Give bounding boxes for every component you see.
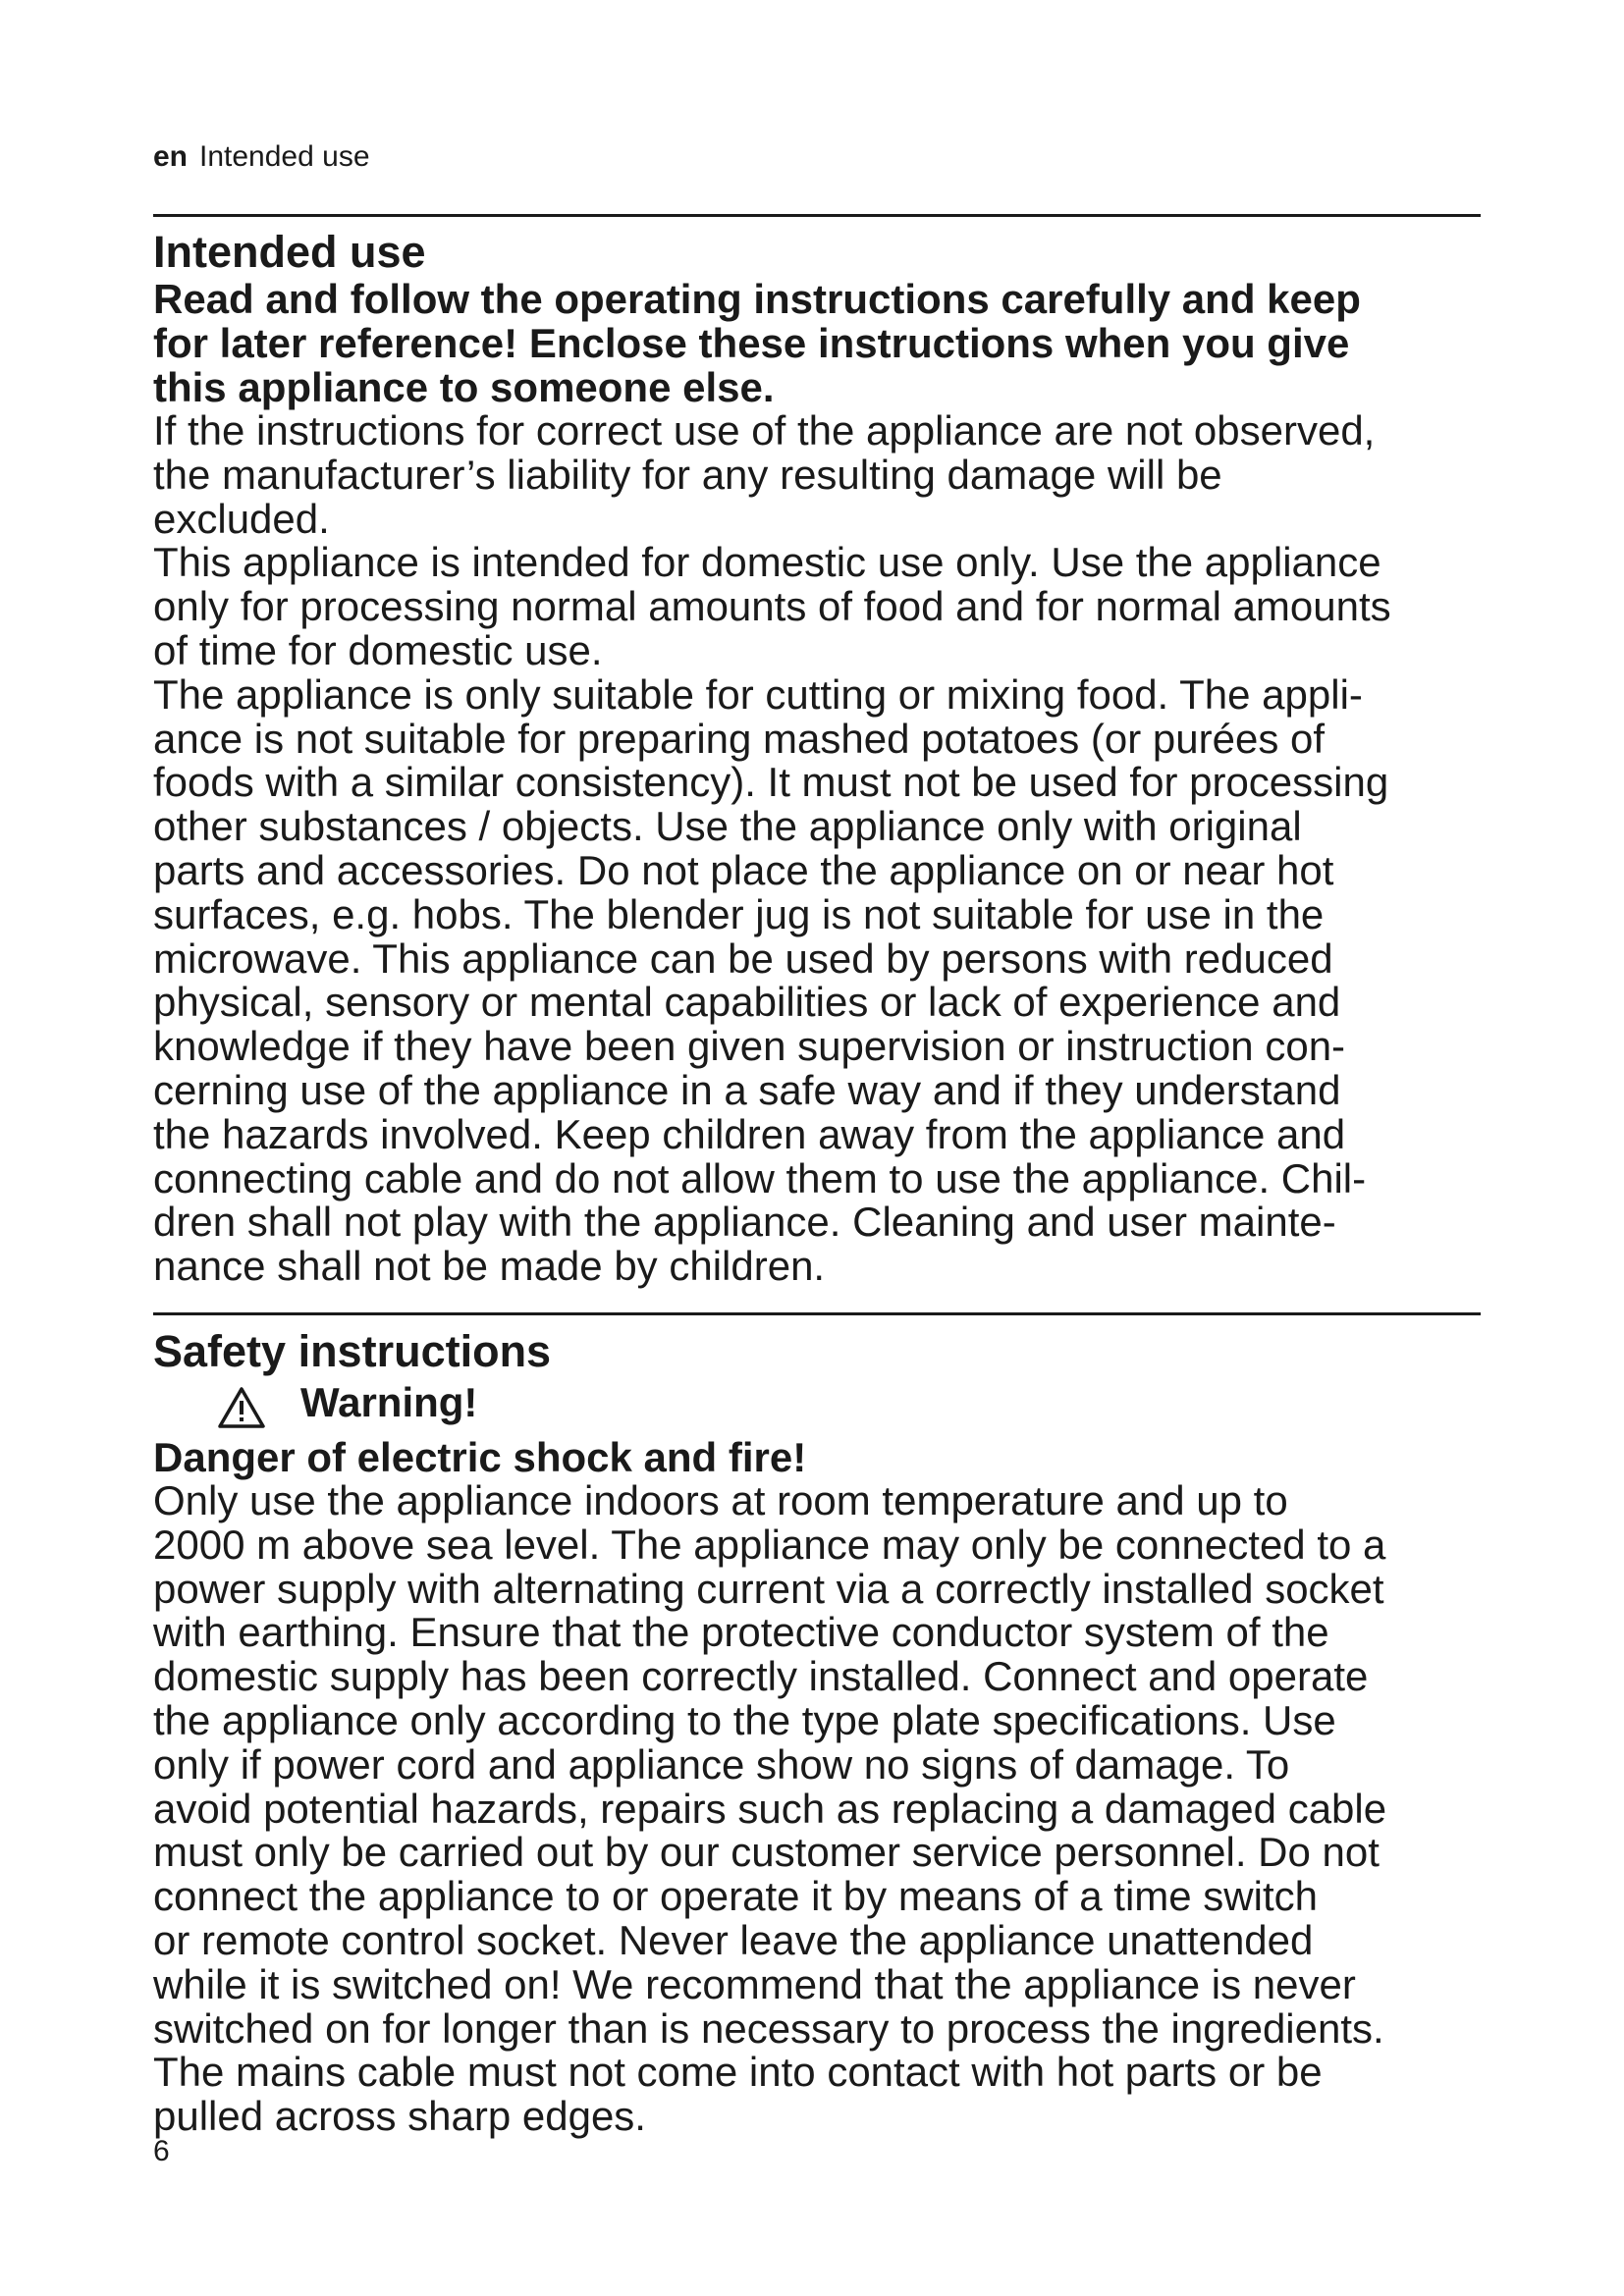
body-line: nance shall not be made by children. — [153, 1243, 826, 1290]
intended-use-bold-intro — [153, 277, 1481, 409]
running-header — [153, 139, 370, 175]
intended-use-body — [153, 409, 1481, 1289]
body-line: with earthing. Ensure that the protective conductor system of the — [153, 1609, 1329, 1656]
body-line: physical, sensory or mental capabilities or lack of experience and — [153, 979, 1341, 1026]
bold-intro-line: Read and follow the operating instructions carefully and keep — [153, 276, 1361, 322]
body-line: pulled across sharp edges. — [153, 2093, 646, 2140]
body-line: surfaces, e.g. hobs. The blender jug is not suitable for use in the — [153, 890, 1325, 937]
language-code: en — [153, 140, 189, 173]
body-line: excluded. — [153, 495, 330, 542]
bold-intro-line: this appliance to someone else. — [153, 364, 775, 410]
body-line: of time for domestic use. — [153, 626, 603, 673]
body-line: 2000 m above sea level. The appliance may only be connected to a — [153, 1521, 1386, 1568]
body-line: If the instructions for correct use of the appliance are not observed, — [153, 407, 1376, 454]
body-line: other substances / objects. Use the appliance only with original — [153, 803, 1302, 850]
body-line: only for processing normal amounts of food and for normal amounts — [153, 583, 1391, 630]
body-line: connecting cable and do not allow them to use the appliance. Chil- — [153, 1154, 1367, 1201]
body-line: parts and accessories. Do not place the appliance on or near hot — [153, 846, 1334, 893]
body-line: while it is switched on! We recommend that the appliance is never — [153, 1960, 1356, 2007]
body-line: microwave. This appliance can be used by persons with reduced — [153, 934, 1333, 982]
body-line: domestic supply has been correctly installed. Connect and operate — [153, 1653, 1369, 1700]
bold-intro-line: for later reference! Enclose these instructions when you give — [153, 320, 1350, 366]
body-line: dren shall not play with the appliance. Cleaning and user mainte- — [153, 1199, 1336, 1246]
running-header-section: Intended use — [199, 140, 370, 173]
danger-heading: Danger of electric shock and fire! — [153, 1434, 807, 1480]
body-line: The appliance is only suitable for cutting or mixing food. The appli- — [153, 670, 1363, 718]
body-line: power supply with alternating current via a correctly installed socket — [153, 1565, 1384, 1612]
body-line: ance is not suitable for preparing mashed potatoes (or purées of — [153, 715, 1326, 762]
body-line: the appliance only according to the type plate specifications. Use — [153, 1696, 1336, 1743]
intended-use-title: Intended use — [153, 227, 426, 277]
body-line: connect the appliance to or operate it by means of a time switch — [153, 1873, 1318, 1920]
section-divider — [153, 1312, 1481, 1315]
body-line: The mains cable must not come into contact with hot parts or be — [153, 2049, 1323, 2096]
body-line: only if power cord and appliance show no signs of damage. To — [153, 1740, 1290, 1788]
body-line: must only be carried out by our customer service personnel. Do not — [153, 1829, 1380, 1876]
warning-callout — [153, 1376, 1481, 1435]
body-line: the hazards involved. Keep children away from the appliance and — [153, 1110, 1346, 1157]
safety-section — [153, 1327, 1481, 2139]
body-line: or remote control socket. Never leave the appliance unattended — [153, 1916, 1314, 1963]
body-line: cerning use of the appliance in a safe way and if they understand — [153, 1066, 1341, 1113]
safety-title: Safety instructions — [153, 1326, 552, 1376]
warning-triangle-icon — [217, 1386, 266, 1429]
body-line: switched on for longer than is necessary to process the ingredients. — [153, 2004, 1384, 2052]
page-number: 6 — [153, 2135, 170, 2167]
section-divider — [153, 214, 1481, 217]
warning-label: Warning! — [300, 1379, 478, 1425]
body-line: avoid potential hazards, repairs such as replacing a damaged cable — [153, 1785, 1387, 1832]
body-line: Only use the appliance indoors at room temperature and up to — [153, 1477, 1288, 1523]
body-line: This appliance is intended for domestic use only. Use the appliance — [153, 539, 1381, 586]
safety-body — [153, 1479, 1481, 2139]
body-line: knowledge if they have been given supervision or instruction con- — [153, 1023, 1346, 1070]
body-line: foods with a similar consistency). It must not be used for processing — [153, 759, 1389, 806]
body-line: the manufacturer’s liability for any resulting damage will be — [153, 451, 1222, 498]
intended-use-section — [153, 228, 1481, 1289]
